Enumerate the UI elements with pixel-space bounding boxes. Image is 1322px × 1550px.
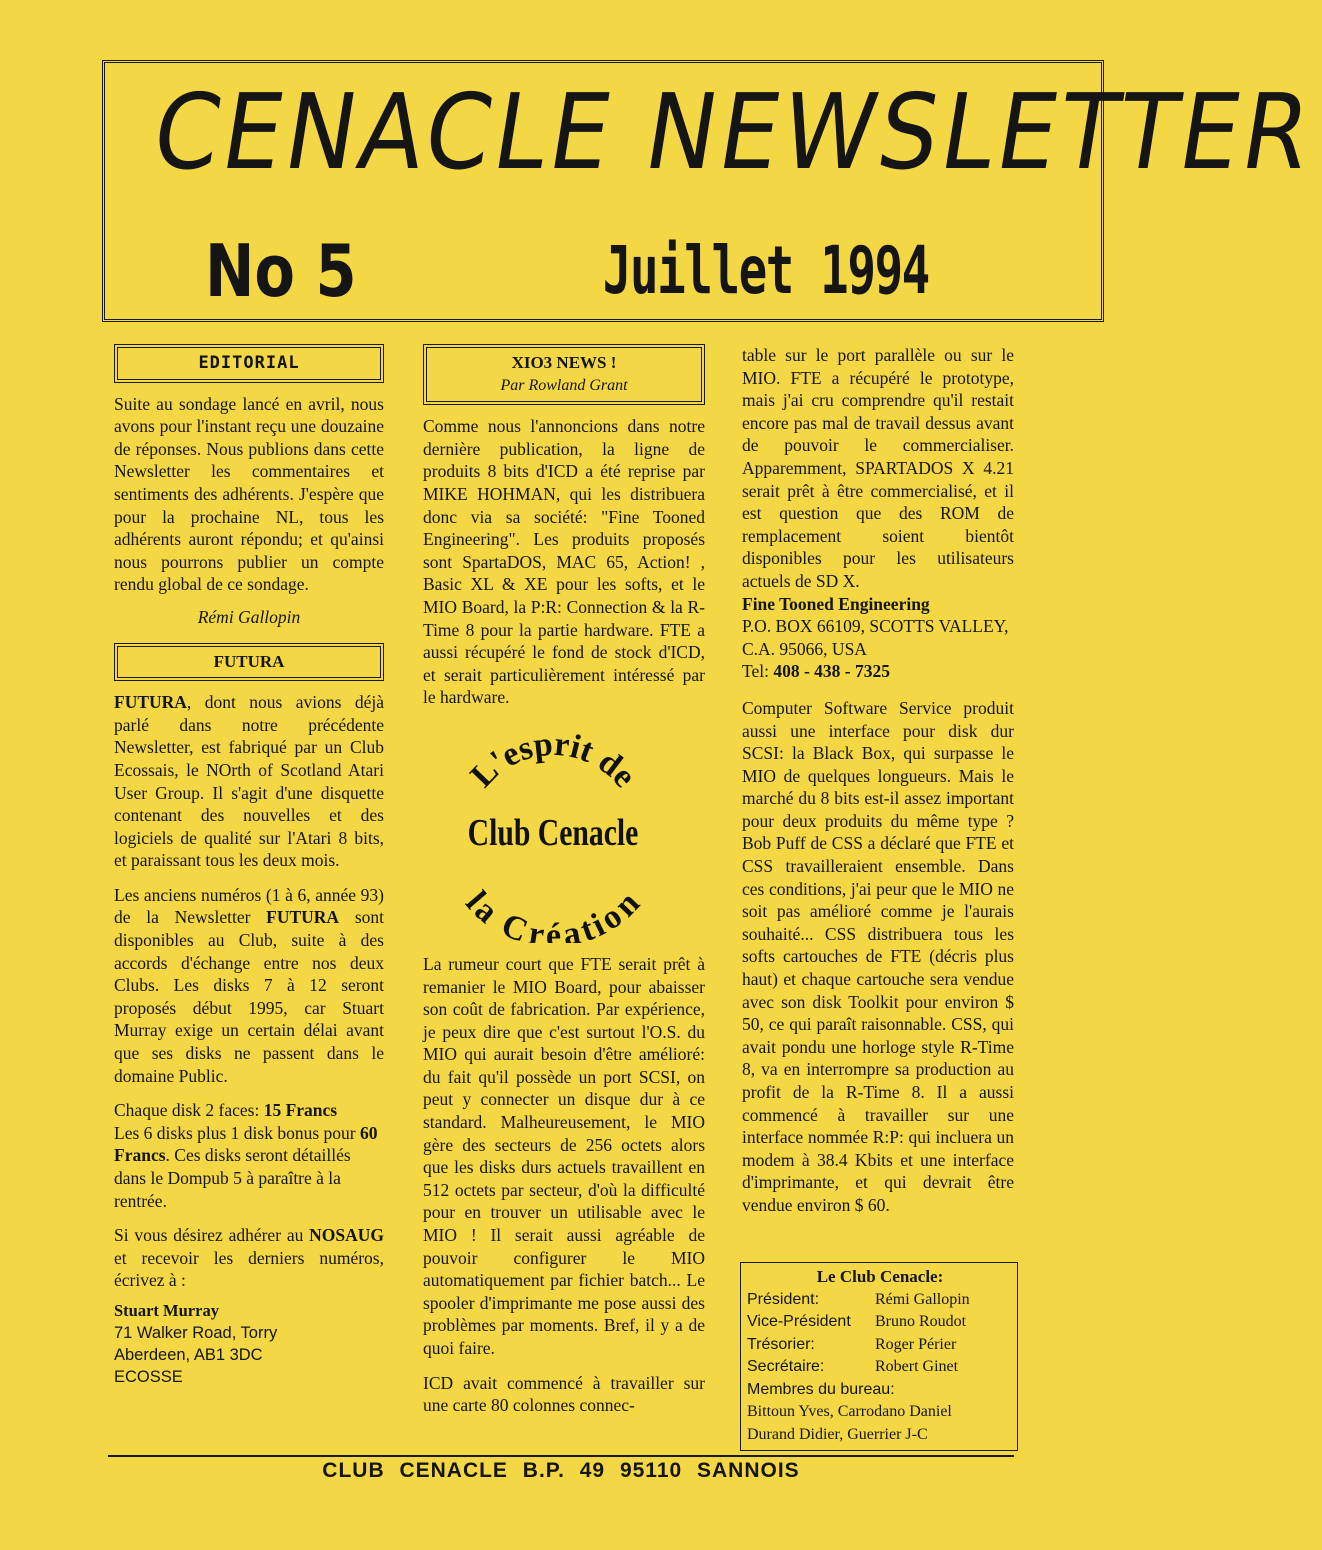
committee-role: Président:	[747, 1290, 820, 1308]
xio3-heading	[426, 347, 702, 402]
club-stamp-logo	[433, 721, 673, 943]
futura-price-2: 60 Francs	[114, 1122, 378, 1166]
stamp-graphic	[433, 721, 673, 943]
futura-heading: FUTURA	[117, 646, 381, 679]
club-committee-box	[740, 1262, 1018, 1451]
futura-p2-a: Les anciens numéros (1 à 6, année 93) de la Newsletter	[114, 884, 384, 928]
committee-name: Robert Ginet	[875, 1358, 959, 1375]
stamp-bottom-text: la Création	[458, 884, 647, 943]
issue-date: Juillet 1994	[602, 232, 929, 309]
editorial-text: Suite au sondage lancé en avril, nous avons pour l'instant reçu une douzaine de réponses. Nous publions dans cette Newsletter les commentaires et sentiments des adhérents. J'espère que pour la prochaine NL, tous les adhérents auront répondu; et qu'ainsi nous pourrons publier un compte rendu global de ce sondage.	[114, 393, 384, 595]
contact-city: Aberdeen, AB1 3DC	[114, 1345, 263, 1364]
board-label: Membres du bureau:	[747, 1380, 895, 1398]
column-left	[114, 344, 384, 1388]
contact-name: Stuart Murray	[114, 1300, 219, 1320]
futura-lead: FUTURA	[114, 692, 187, 713]
committee-name: Bruno Roudot	[875, 1313, 967, 1330]
footer-divider	[108, 1455, 1014, 1457]
futura-p2-b: sont disponibles au Club, suite à des accords d'échange entre nos deux Clubs. Les disks 7 à 12 seront proposés début 1995, car Stuart Murray exige un certain délai avant que ses disks ne passent dans le domaine Public.	[114, 907, 384, 1086]
futura-p4-bold: NOSAUG	[309, 1225, 384, 1246]
footer-address: CLUB CENACLE B.P. 49 95110 SANNOIS	[322, 1459, 800, 1482]
issue-number: No 5	[205, 229, 357, 313]
committee-name: Roger Périer	[875, 1335, 957, 1353]
stamp-middle-text: Club Cenacle	[467, 812, 639, 855]
xio3-paragraph-2: La rumeur court que FTE serait prêt à remanier le MIO Board, pour abaisser son coût de fabrication. Par expérience, je peux dire que c'est surtout l'O.S. du MIO qui aurait besoin d'être amélioré: du fait qu'il possède un port SCSI, on peut y connecter un disque dur à ce standard. Malheureusement, le MIO gère des secteurs de 256 octets alors que les disks durs actuels travaillent en 512 octets par secteur, d'où la difficulté pour en trouver un utilisable avec le MIO ! Il serait aussi agréable de pouvoir configurer le MIO automatiquement par fichier batch... Le spooler d'imprimante me pose aussi des problèmes par moments. Bref, il y a de quoi faire.	[423, 953, 705, 1358]
xio3-paragraph-1: Comme nous l'annoncions dans notre dernière publication, la ligne de produits 8 bits d'ICD a été reprise par MIKE HOHMAN, qui les distribuera donc via sa société: "Fine Tooned Engineering". Les produits proposés sont SpartaDOS, MAC 65, Action! , Basic XL & XE pour les softs, et le MIO Board, la P:R: Connection & la R-Time 8 pour la partie hardware. FTE a aussi récupéré le fond de stock d'ICD, et serait particulièrement intéressé par le hardware.	[423, 416, 705, 708]
editorial-signature: Rémi Gallopin	[197, 606, 301, 627]
xio3-heading-box	[423, 344, 705, 405]
futura-p1-text: , dont nous avions déjà parlé dans notre précédente Newsletter, est fabriqué par un Club Ecossais, le NOrth of Scotland Atari User Group. Il s'agit d'une disquette contenant des nouvelles et des logiciels de qualité sur l'Atari 8 bits, et paraissant tous les deux mois.	[114, 692, 384, 871]
club-committee-heading: Le Club Cenacle:	[816, 1267, 944, 1286]
fte-phone-label: Tel:	[742, 661, 774, 682]
column-middle	[423, 344, 705, 1429]
futura-p3-b: Les 6 disks plus 1 disk bonus pour	[114, 1122, 360, 1143]
committee-role: Secrétaire:	[747, 1358, 825, 1375]
futura-p2-bold: FUTURA	[266, 907, 340, 928]
committee-row	[747, 1289, 1013, 1312]
futura-p3-a: Chaque disk 2 faces:	[114, 1100, 264, 1121]
futura-price-1: 15 Francs	[263, 1100, 338, 1121]
board-members-line-1: Bittoun Yves, Carrodano Daniel	[747, 1403, 952, 1420]
contact-country: ECOSSE	[114, 1367, 183, 1386]
committee-role: Trésorier:	[747, 1335, 815, 1353]
committee-role: Vice-Président	[747, 1313, 851, 1330]
xio3-paragraph-3: ICD avait commencé à travailler sur une carte 80 colonnes connec-	[423, 1372, 705, 1416]
newsletter-title: CENACLE NEWSLETTER	[145, 71, 1322, 193]
xio3-continued-paragraph: table sur le port parallèle ou sur le MIO. FTE a récupéré le prototype, mais j'ai cru comprendre qu'il restait encore pas mal de travail dessus avant de pouvoir le commercialiser. Apparemment, SPARTADOS X 4.21 serait prêt à être commercialisé, et il est question que des ROM de remplacement soient bientôt disponibles pour les utilisateurs actuels de SD X.	[742, 345, 1014, 591]
futura-p3-c: . Ces disks seront détaillés dans le Dompub 5 à paraître à la rentrée.	[114, 1145, 351, 1211]
committee-row	[747, 1356, 1013, 1379]
fte-phone: 408 - 438 - 7325	[773, 661, 890, 682]
fte-company-name: Fine Tooned Engineering	[742, 593, 930, 614]
xio3-title: XIO3 NEWS !	[511, 353, 617, 372]
editorial-heading: EDITORIAL	[117, 347, 381, 380]
futura-paragraph-1	[114, 691, 384, 872]
futura-p4-b: et recevoir les derniers numéros, écrivez à :	[114, 1247, 384, 1291]
css-paragraph: Computer Software Service produit aussi une interface pour disk dur SCSI: la Black Box, qui surpasse le MIO de quelques longueurs. Mais le marché du 8 bits est-il assez important pour deux produits du même type ? Bob Puff de CSS a déclaré que FTE et CSS travailleraient ensemble. Dans ces conditions, j'ai peur que le MIO ne soit pas amélioré comme je l'aurais souhaité... CSS distribuera tous les softs cartouches de FTE (décris plus haut) et chaque cartouche sera vendue avec son disk Toolkit pour environ $ 50, ce qui paraît raisonnable. CSS, qui avait pondu une horloge style R-Time 8, va en interrompre sa production au profit de la R-Time 8. Il a aussi commencé à travailler sur une interface nommée R:P: qui incluera un modem à 38.4 Kbits et une interface d'imprimante, et qui devrait être vendue environ $ 60.	[742, 697, 1014, 1215]
column-right	[742, 344, 1014, 1229]
editorial-heading-box	[114, 344, 384, 383]
futura-paragraph-2	[114, 884, 384, 1087]
committee-row	[747, 1334, 1013, 1357]
stamp-top-text: L'esprit de	[463, 725, 643, 795]
fte-address: P.O. BOX 66109, SCOTTS VALLEY, C.A. 95066, USA	[742, 616, 1009, 659]
futura-heading-box	[114, 643, 384, 682]
fte-phone-line	[742, 660, 1014, 683]
committee-row	[747, 1311, 1013, 1334]
contact-street: 71 Walker Road, Torry	[114, 1323, 278, 1342]
xio3-author: Par Rowland Grant	[500, 376, 628, 394]
board-members-line-2: Durand Didier, Guerrier J-C	[747, 1425, 928, 1443]
masthead	[102, 60, 1322, 322]
futura-p4-a: Si vous désirez adhérer au	[114, 1225, 310, 1246]
futura-paragraph-3	[114, 1099, 384, 1212]
futura-contact-address	[114, 1300, 384, 1388]
committee-name: Rémi Gallopin	[875, 1290, 970, 1308]
futura-paragraph-4	[114, 1224, 384, 1292]
